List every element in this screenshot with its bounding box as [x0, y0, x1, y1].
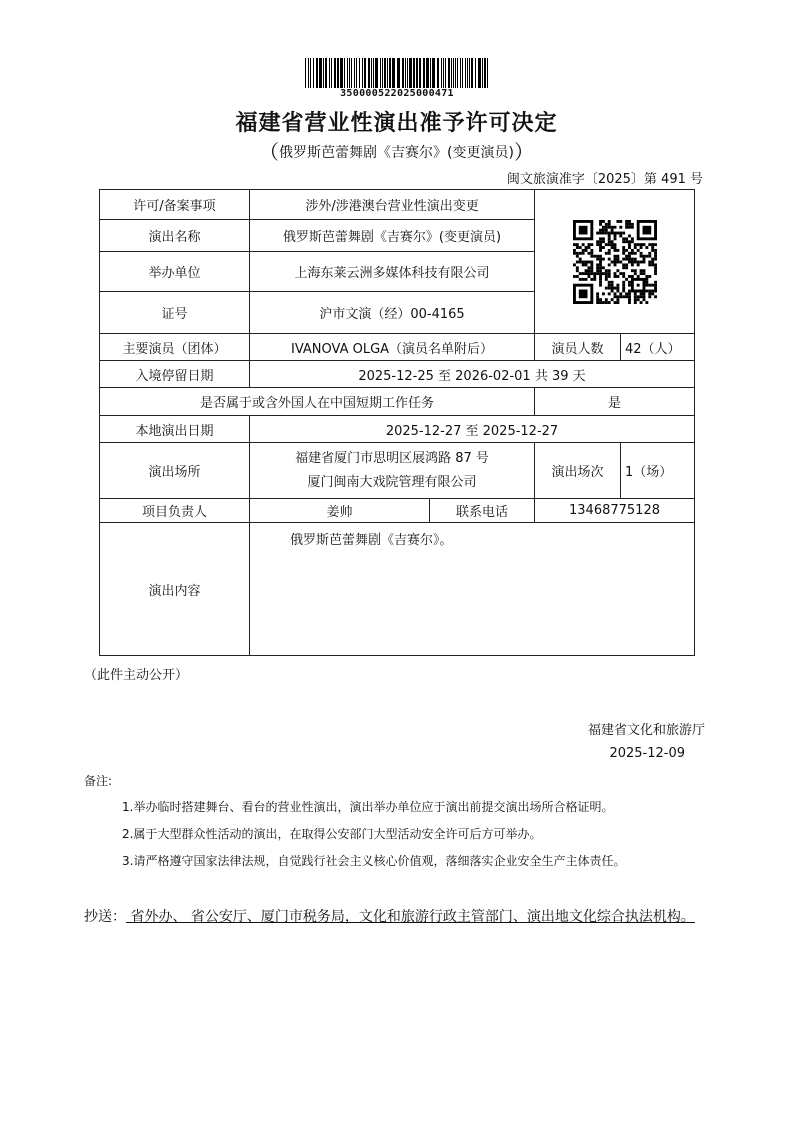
- organizer-value: 上海东莱云洲多媒体科技有限公司: [250, 252, 535, 292]
- public-notice: （此件主动公开）: [84, 668, 189, 683]
- performers-value: IVANOVA OLGA（演员名单附后）: [250, 334, 535, 361]
- permit-table: [99, 189, 695, 656]
- venue-value: [250, 443, 535, 499]
- remark-item-2: 2.属于大型群众性活动的演出，在取得公安部门大型活动安全许可后方可举办。: [122, 827, 542, 841]
- item-value: 涉外/涉港澳台营业性演出变更: [250, 190, 535, 220]
- venue-company: 厦门闽南大戏院管理有限公司: [307, 474, 477, 490]
- subtitle-text: 俄罗斯芭蕾舞剧《吉赛尔》(变更演员): [279, 145, 514, 161]
- sessions-label: 演出场次: [535, 443, 621, 499]
- issue-date: 2025-12-09: [609, 746, 685, 761]
- foreigner-value: 是: [535, 388, 695, 416]
- carbon-copy: [84, 904, 714, 930]
- performer-count-label: 演员人数: [535, 334, 621, 361]
- show-name-value: 俄罗斯芭蕾舞剧《吉赛尔》(变更演员): [250, 220, 535, 252]
- cc-label: 抄送：: [84, 909, 126, 925]
- remark-item-1: 1.举办临时搭建舞台、看台的营业性演出，演出举办单位应于演出前提交演出场所合格证明。: [122, 800, 614, 814]
- document-number: 闽文旅演准字〔2025〕第 491 号: [506, 172, 703, 187]
- performers-label: 主要演员（团体）: [100, 334, 250, 361]
- organizer-label: 举办单位: [100, 252, 250, 292]
- local-date-value: 2025-12-27 至 2025-12-27: [250, 416, 695, 443]
- show-name-label: 演出名称: [100, 220, 250, 252]
- stay-value: 2025-12-25 至 2026-02-01 共 39 天: [250, 361, 695, 388]
- license-value: 沪市文演（经）00-4165: [250, 292, 535, 334]
- content-value: 俄罗斯芭蕾舞剧《吉赛尔》。: [250, 523, 695, 656]
- performer-count-value: 42（人）: [621, 334, 695, 361]
- manager-value: 姜帅: [250, 499, 430, 523]
- phone-value: 13468775128: [535, 499, 695, 523]
- venue-label: 演出场所: [100, 443, 250, 499]
- remark-item-3: 3.请严格遵守国家法律法规，自觉践行社会主义核心价值观，落细落实企业安全生产主体责任。: [122, 854, 626, 868]
- content-label: 演出内容: [100, 523, 250, 656]
- local-date-label: 本地演出日期: [100, 416, 250, 443]
- item-label: 许可/备案事项: [100, 190, 250, 220]
- cc-recipients: 省外办、 省公安厅、厦门市税务局，文化和旅游行政主管部门、演出地文化综合执法机构。: [126, 909, 695, 925]
- license-label: 证号: [100, 292, 250, 334]
- sessions-value: 1（场）: [621, 443, 695, 499]
- subtitle-close-paren: ）: [513, 140, 534, 164]
- manager-label: 项目负责人: [100, 499, 250, 523]
- venue-address: 福建省厦门市思明区展鸿路 87 号: [295, 450, 489, 466]
- page-title: 福建省营业性演出准予许可决定: [235, 111, 558, 136]
- remarks-label: 备注:: [84, 774, 113, 788]
- foreigner-label: 是否属于或含外国人在中国短期工作任务: [100, 388, 535, 416]
- barcode-number: 350000522025000471: [340, 88, 454, 99]
- page-subtitle: [0, 136, 793, 165]
- issuer-name: 福建省文化和旅游厅: [587, 723, 705, 738]
- qr-code-icon: [573, 220, 657, 304]
- stay-label: 入境停留日期: [100, 361, 250, 388]
- barcode-icon: [303, 58, 491, 88]
- subtitle-open-paren: （: [259, 140, 280, 164]
- qr-code-cell: [535, 190, 695, 334]
- phone-label: 联系电话: [430, 499, 535, 523]
